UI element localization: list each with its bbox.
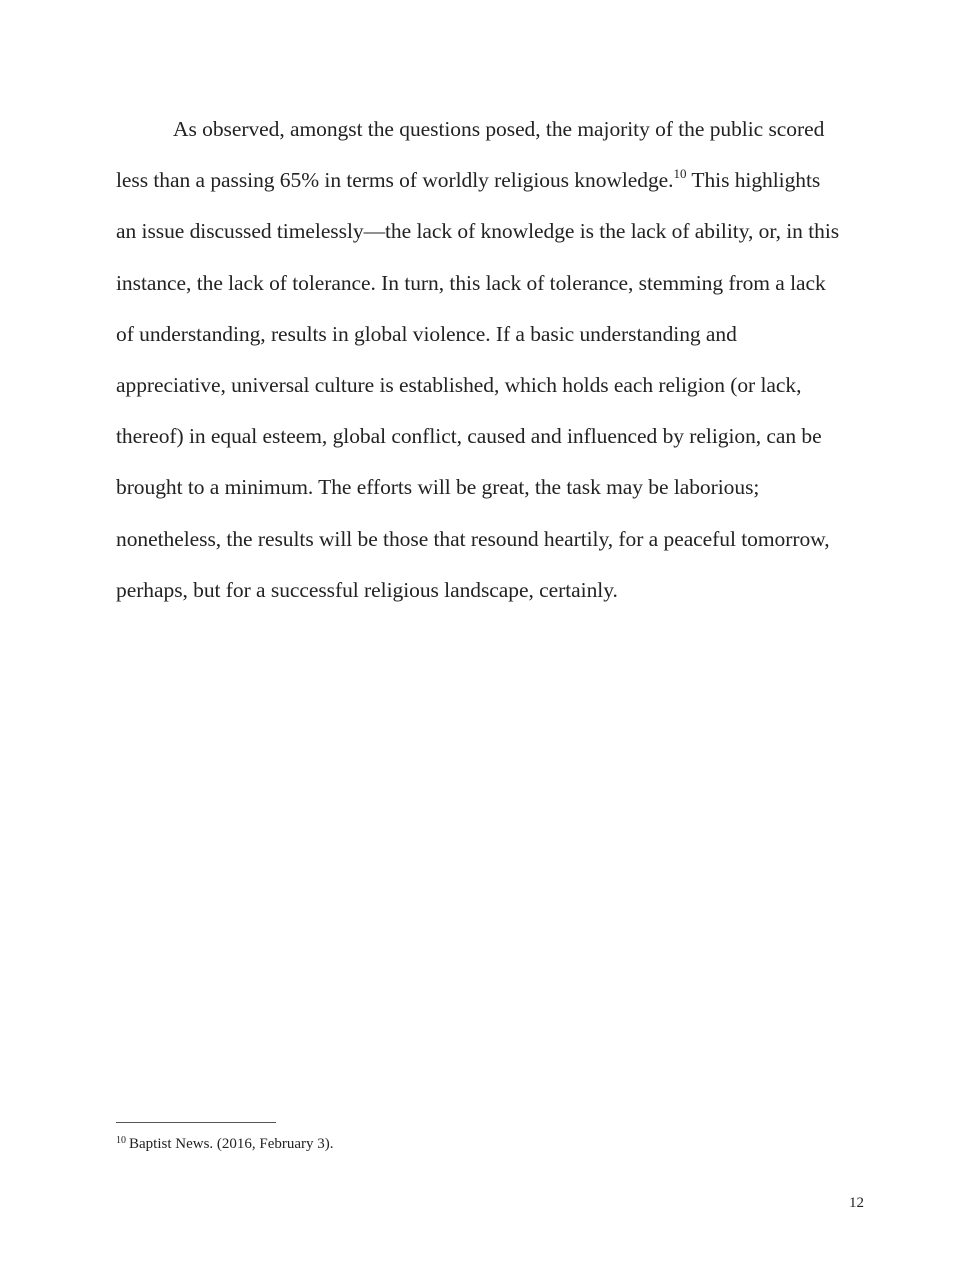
paragraph-line: less than a passing 65% in terms of worldly religious knowledge.$^{10}$ This highlights [116, 166, 821, 193]
paragraph-line: As observed, amongst the questions posed, the majority of the public scored [173, 117, 825, 141]
footnote-number: 10 [116, 1135, 126, 1146]
footnote [116, 1133, 334, 1155]
footnote-text: Baptist News. (2016, February 3). [129, 1136, 334, 1152]
paragraph-line: perhaps, but for a successful religious landscape, certainly. [116, 577, 618, 602]
paragraph-line: of understanding, results in global violence. If a basic understanding and [116, 321, 737, 346]
page-number: 12 [849, 1195, 864, 1211]
paragraph-line: an issue discussed timelessly—the lack of knowledge is the lack of ability, or, in this [116, 219, 840, 244]
footnote-separator [116, 1122, 276, 1123]
footnote-reference: 10 [673, 166, 687, 182]
paragraph-line: appreciative, universal culture is established, which holds each religion (or lack, [116, 372, 802, 397]
paragraph-line: instance, the lack of tolerance. In turn, this lack of tolerance, stemming from a lack [116, 270, 826, 295]
paragraph-line: nonetheless, the results will be those that resound heartily, for a peaceful tomorrow, [116, 526, 830, 551]
paragraph-line: thereof) in equal esteem, global conflict, caused and influenced by religion, can be [116, 424, 822, 449]
paragraph-line: brought to a minimum. The efforts will be great, the task may be laborious; [116, 475, 760, 500]
body-paragraph [116, 104, 876, 616]
